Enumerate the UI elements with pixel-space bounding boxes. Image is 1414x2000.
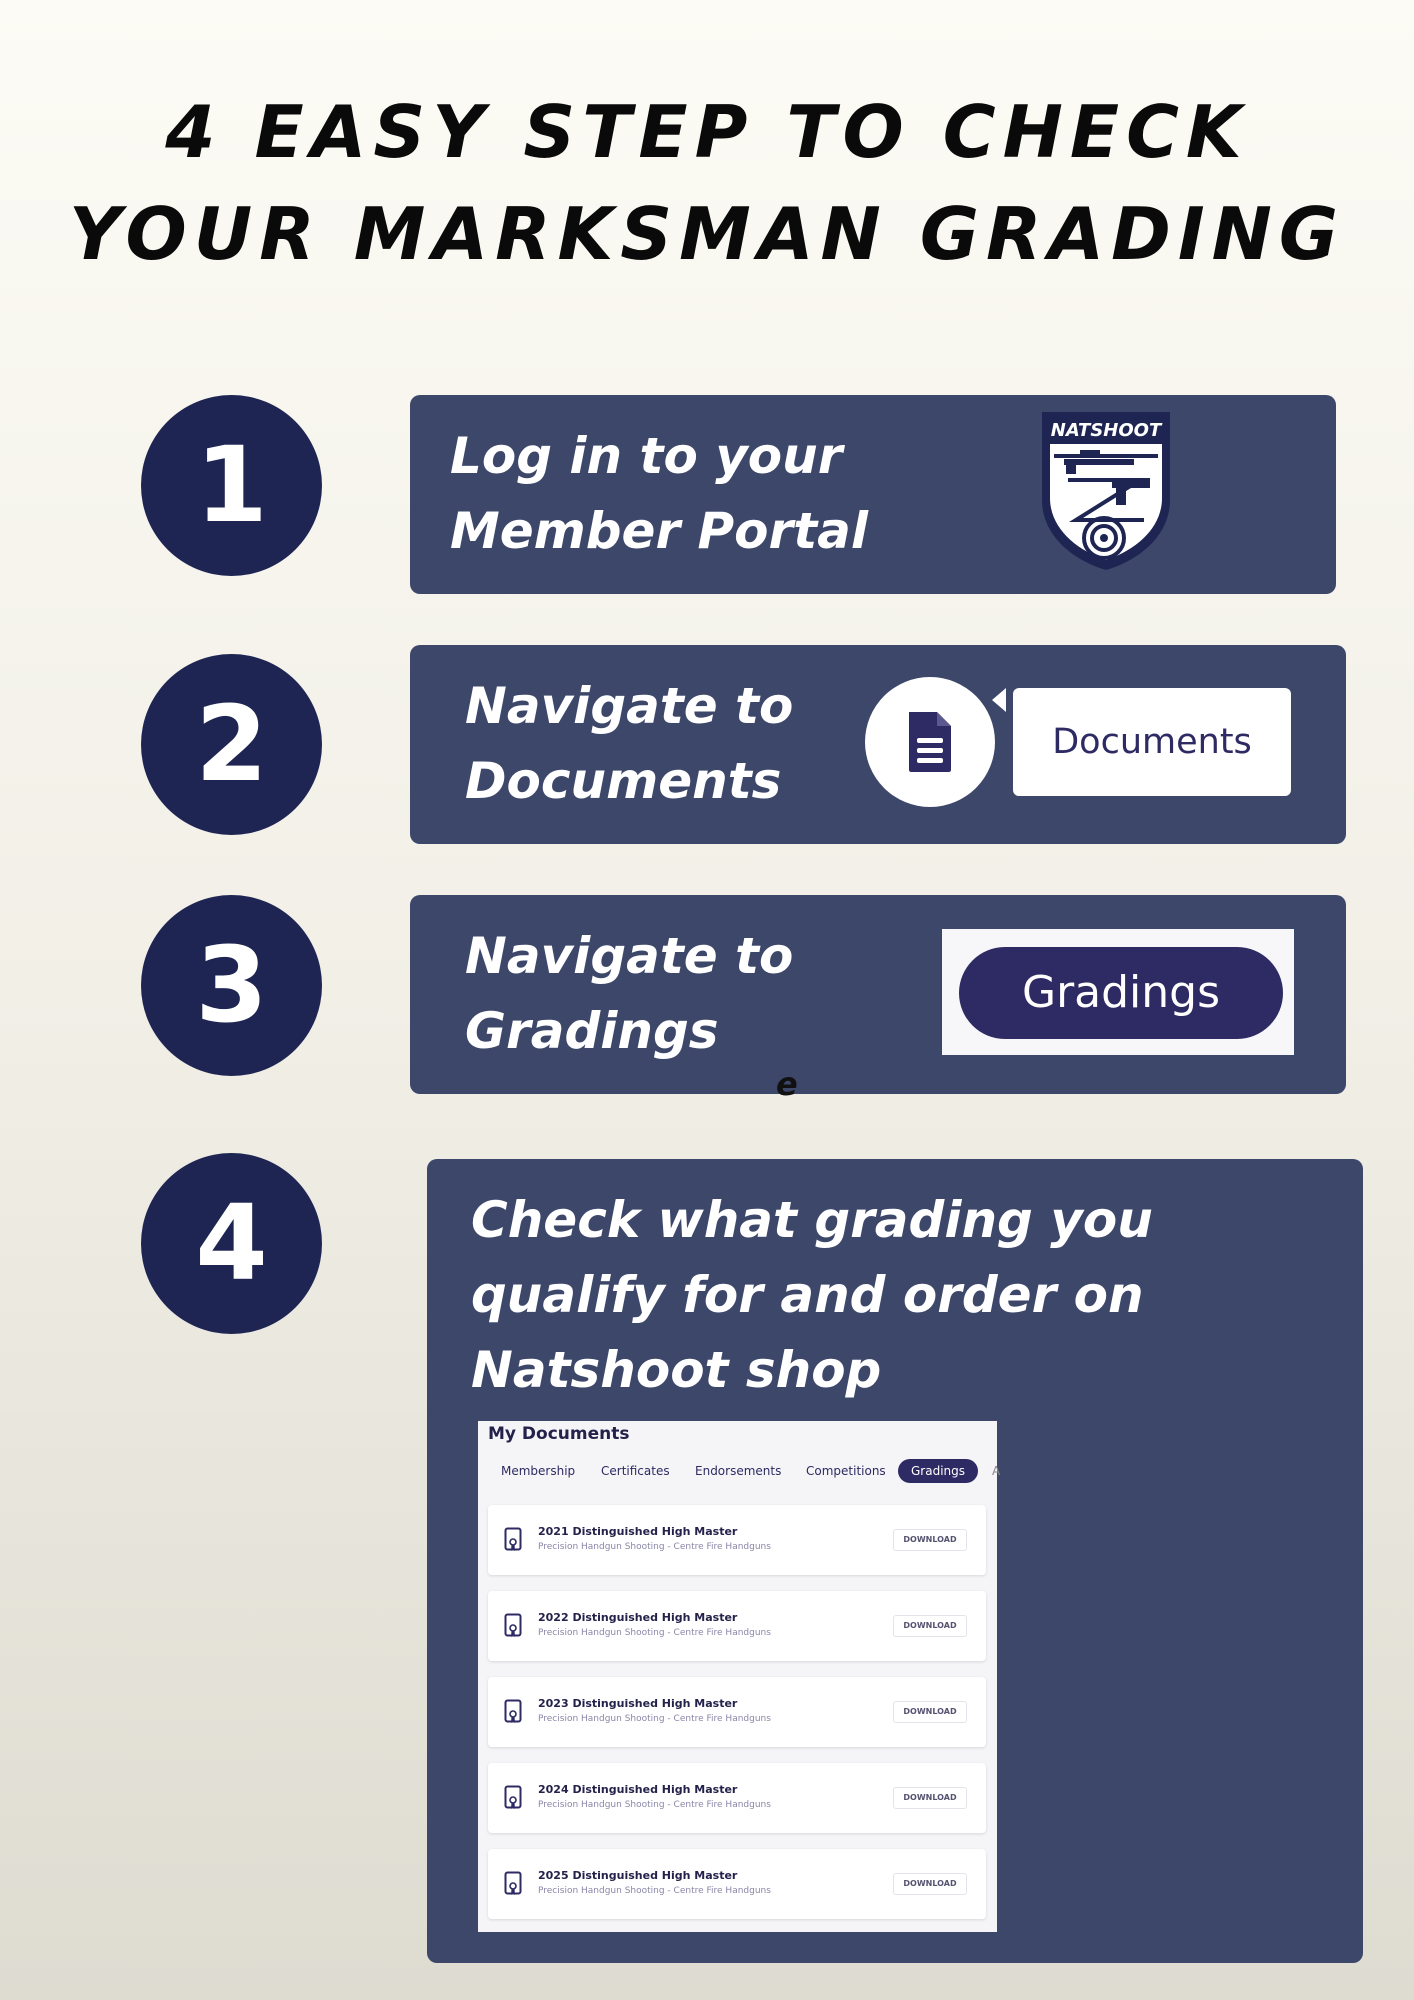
my-documents-panel xyxy=(478,1421,1001,1932)
step-3-number: 3 xyxy=(141,895,322,1076)
download-button[interactable]: DOWNLOAD xyxy=(893,1701,967,1723)
certificate-icon xyxy=(504,1527,522,1553)
step-1-card xyxy=(410,395,1336,594)
documents-tooltip-arrow xyxy=(992,688,1006,712)
step-4-number: 4 xyxy=(141,1153,322,1334)
document-row xyxy=(488,1505,986,1575)
download-button[interactable]: DOWNLOAD xyxy=(893,1615,967,1637)
step-4-text xyxy=(471,1183,1153,1408)
documents-tooltip: Documents xyxy=(1013,688,1291,796)
certificate-icon xyxy=(504,1613,522,1639)
page-title-line-2: YOUR MARKSMAN GRADING xyxy=(68,192,1346,276)
step-3-text xyxy=(465,919,793,1069)
tab-competitions[interactable]: Competitions xyxy=(806,1464,886,1478)
documents-icon-circle xyxy=(865,677,995,807)
step-2-line-1: Navigate to xyxy=(465,677,794,735)
document-subtitle: Precision Handgun Shooting - Centre Fire Handguns xyxy=(538,1886,771,1896)
step-2-number: 2 xyxy=(141,654,322,835)
document-title: 2025 Distinguished High Master xyxy=(538,1869,738,1882)
document-title: 2022 Distinguished High Master xyxy=(538,1611,738,1624)
step-4-line-3: Natshoot shop xyxy=(471,1341,882,1399)
document-row xyxy=(488,1591,986,1661)
certificate-icon xyxy=(504,1785,522,1811)
document-row xyxy=(488,1677,986,1747)
document-title: 2021 Distinguished High Master xyxy=(538,1525,738,1538)
step-1-line-2: Member Portal xyxy=(450,502,868,560)
tab-certificates[interactable]: Certificates xyxy=(601,1464,670,1478)
document-icon xyxy=(905,710,955,774)
logo-text: NATSHOOT xyxy=(1050,420,1162,441)
document-title: 2024 Distinguished High Master xyxy=(538,1783,738,1796)
step-2-text xyxy=(465,669,793,819)
certificate-icon xyxy=(504,1699,522,1725)
document-subtitle: Precision Handgun Shooting - Centre Fire Handguns xyxy=(538,1542,771,1552)
document-subtitle: Precision Handgun Shooting - Centre Fire Handguns xyxy=(538,1800,771,1810)
tab-membership[interactable]: Membership xyxy=(501,1464,576,1478)
download-button[interactable]: DOWNLOAD xyxy=(893,1787,967,1809)
document-row xyxy=(488,1849,986,1919)
step-1-line-1: Log in to your xyxy=(450,427,843,485)
gradings-tab-button[interactable]: Gradings xyxy=(959,947,1283,1039)
step-2-line-2: Documents xyxy=(465,752,782,810)
step-4-line-2: qualify for and order on xyxy=(471,1266,1144,1324)
stray-glyph: e xyxy=(776,1065,798,1103)
step-3-line-2: Gradings xyxy=(465,1002,719,1060)
step-4-line-1: Check what grading you xyxy=(471,1191,1153,1249)
document-title: 2023 Distinguished High Master xyxy=(538,1697,738,1710)
step-1-text xyxy=(450,419,868,569)
natshoot-shield-logo xyxy=(1040,410,1172,573)
download-button[interactable]: DOWNLOAD xyxy=(893,1873,967,1895)
gradings-callout xyxy=(942,929,1294,1055)
document-subtitle: Precision Handgun Shooting - Centre Fire Handguns xyxy=(538,1628,771,1638)
tab-endorsements[interactable]: Endorsements xyxy=(695,1464,782,1478)
tab-gradings[interactable]: Gradings xyxy=(898,1459,978,1483)
my-documents-heading: My Documents xyxy=(488,1424,630,1444)
document-row xyxy=(488,1763,986,1833)
certificate-icon xyxy=(504,1871,522,1897)
step-1-number: 1 xyxy=(141,395,322,576)
step-3-line-1: Navigate to xyxy=(465,927,794,985)
tab-overflow[interactable]: A xyxy=(992,1464,1001,1478)
document-subtitle: Precision Handgun Shooting - Centre Fire Handguns xyxy=(538,1714,771,1724)
page-title-line-1: 4 EASY STEP TO CHECK xyxy=(165,90,1249,174)
download-button[interactable]: DOWNLOAD xyxy=(893,1529,967,1551)
